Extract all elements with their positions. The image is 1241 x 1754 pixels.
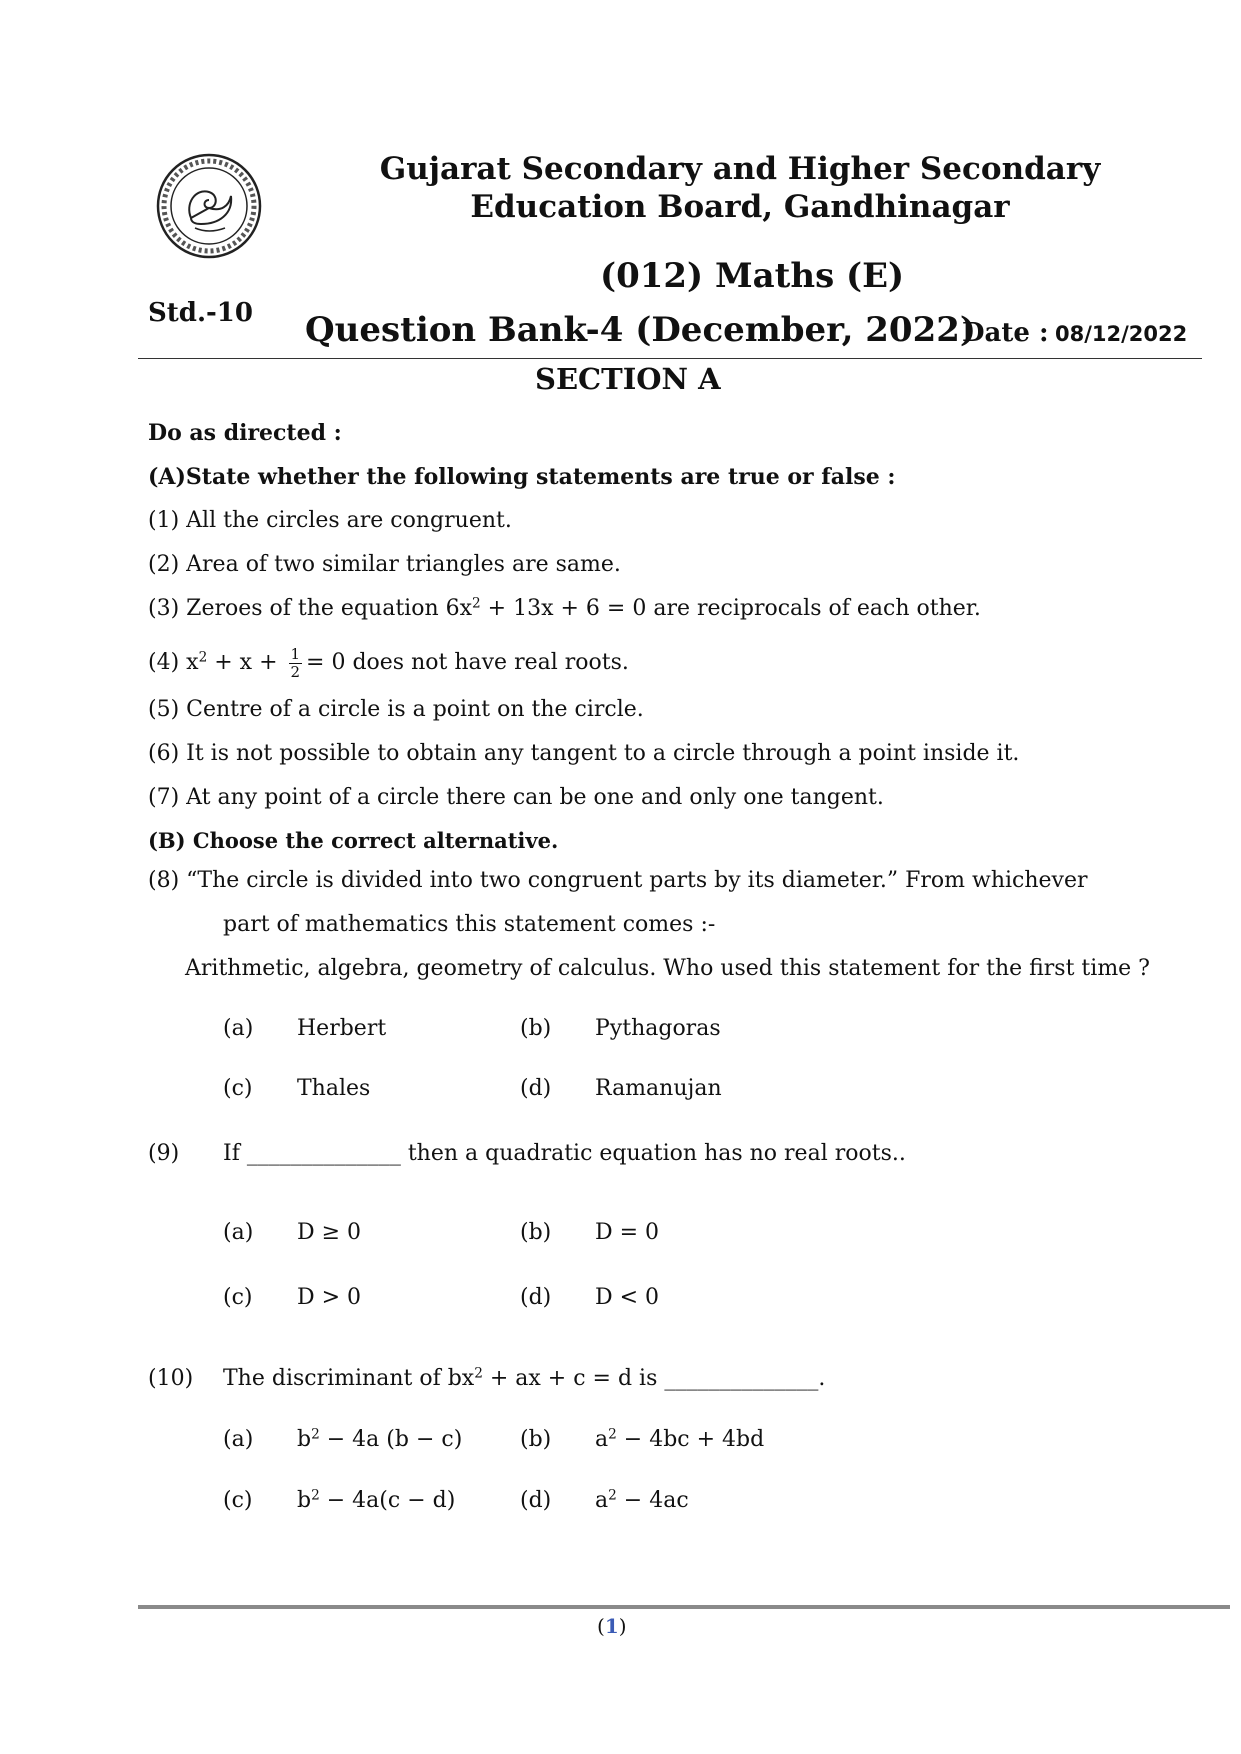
q8-option-a: Herbert bbox=[297, 1016, 387, 1041]
footer-divider bbox=[138, 1605, 1230, 1609]
board-title: Gujarat Secondary and Higher Secondary Education Board, Gandhinagar bbox=[379, 151, 1101, 225]
q9-option-a-label: (a) bbox=[223, 1220, 254, 1245]
q10-option-d: $a^2 - 4ac$ bbox=[595, 1487, 689, 1513]
question-bank-title: Question Bank-4 (December, 2022) bbox=[305, 310, 976, 350]
q8-option-b-label: (b) bbox=[520, 1016, 552, 1041]
q10-option-a: $b^2 - 4a$ (b − c) bbox=[297, 1426, 463, 1452]
q8-option-d-label: (d) bbox=[520, 1076, 552, 1101]
question-8-line-1: (8) “The circle is divided into two congruent parts by its diameter.” From whichever bbox=[148, 868, 1088, 893]
part-a-heading: (A)State whether the following statements are true or false : bbox=[148, 464, 896, 490]
board-seal-icon bbox=[155, 152, 263, 260]
date-label: Date : bbox=[962, 318, 1049, 348]
question-9: If ______________ then a quadratic equation has no real roots.. bbox=[223, 1141, 906, 1166]
q10-option-c: $b^2 - 4a(c - d)$ bbox=[297, 1487, 456, 1513]
question-9-number: (9) bbox=[148, 1141, 180, 1166]
q10-option-a-label: (a) bbox=[223, 1427, 254, 1452]
question-1: (1) All the circles are congruent. bbox=[148, 508, 512, 533]
question-5: (5) Centre of a circle is a point on the circle. bbox=[148, 697, 644, 722]
question-7: (7) At any point of a circle there can be one and only one tangent. bbox=[148, 785, 884, 810]
question-6: (6) It is not possible to obtain any tangent to a circle through a point inside it. bbox=[148, 741, 1020, 766]
part-b-heading: (B) Choose the correct alternative. bbox=[148, 828, 559, 853]
q9-option-d: D < 0 bbox=[595, 1285, 660, 1310]
header-divider bbox=[138, 358, 1202, 359]
q8-option-b: Pythagoras bbox=[595, 1016, 721, 1041]
q8-option-a-label: (a) bbox=[223, 1016, 254, 1041]
q9-option-c: D > 0 bbox=[297, 1285, 362, 1310]
q10-option-c-label: (c) bbox=[223, 1488, 253, 1513]
question-2: (2) Area of two similar triangles are same. bbox=[148, 552, 621, 577]
q8-option-d: Ramanujan bbox=[595, 1076, 722, 1101]
q9-option-d-label: (d) bbox=[520, 1285, 552, 1310]
question-10: The discriminant of $bx^2$ + ax + c = d is ______________. bbox=[223, 1365, 826, 1391]
date-value: 08/12/2022 bbox=[1055, 322, 1188, 346]
section-title: SECTION A bbox=[535, 362, 721, 396]
q9-option-a: D ≥ 0 bbox=[297, 1220, 362, 1245]
fraction-one-half: $\frac{1}{2}$ bbox=[290, 644, 301, 681]
question-10-number: (10) bbox=[148, 1366, 194, 1391]
question-8-line-2: part of mathematics this statement comes :- bbox=[223, 912, 716, 937]
q10-option-b: $a^2 - 4bc + 4bd$ bbox=[595, 1426, 765, 1452]
q9-option-c-label: (c) bbox=[223, 1285, 253, 1310]
question-4: (4) $x^2 + x$ + $\frac{1}{2}$ = 0 does not have real roots. bbox=[148, 644, 629, 681]
q8-option-c-label: (c) bbox=[223, 1076, 253, 1101]
q9-option-b: D = 0 bbox=[595, 1220, 660, 1245]
standard-label: Std.-10 bbox=[148, 298, 253, 328]
q10-option-b-label: (b) bbox=[520, 1427, 552, 1452]
q8-option-c: Thales bbox=[297, 1076, 371, 1101]
subject-title: (012) Maths (E) bbox=[600, 256, 905, 296]
question-8-line-3: Arithmetic, algebra, geometry of calculus. Who used this statement for the first time ? bbox=[185, 956, 1150, 981]
q10-option-d-label: (d) bbox=[520, 1488, 552, 1513]
q9-option-b-label: (b) bbox=[520, 1220, 552, 1245]
question-3: (3) Zeroes of the equation $6x^2 + 13x + 6 = 0$ are reciprocals of each other. bbox=[148, 595, 981, 621]
instructions: Do as directed : bbox=[148, 420, 342, 446]
page-number: (1) bbox=[597, 1614, 627, 1638]
